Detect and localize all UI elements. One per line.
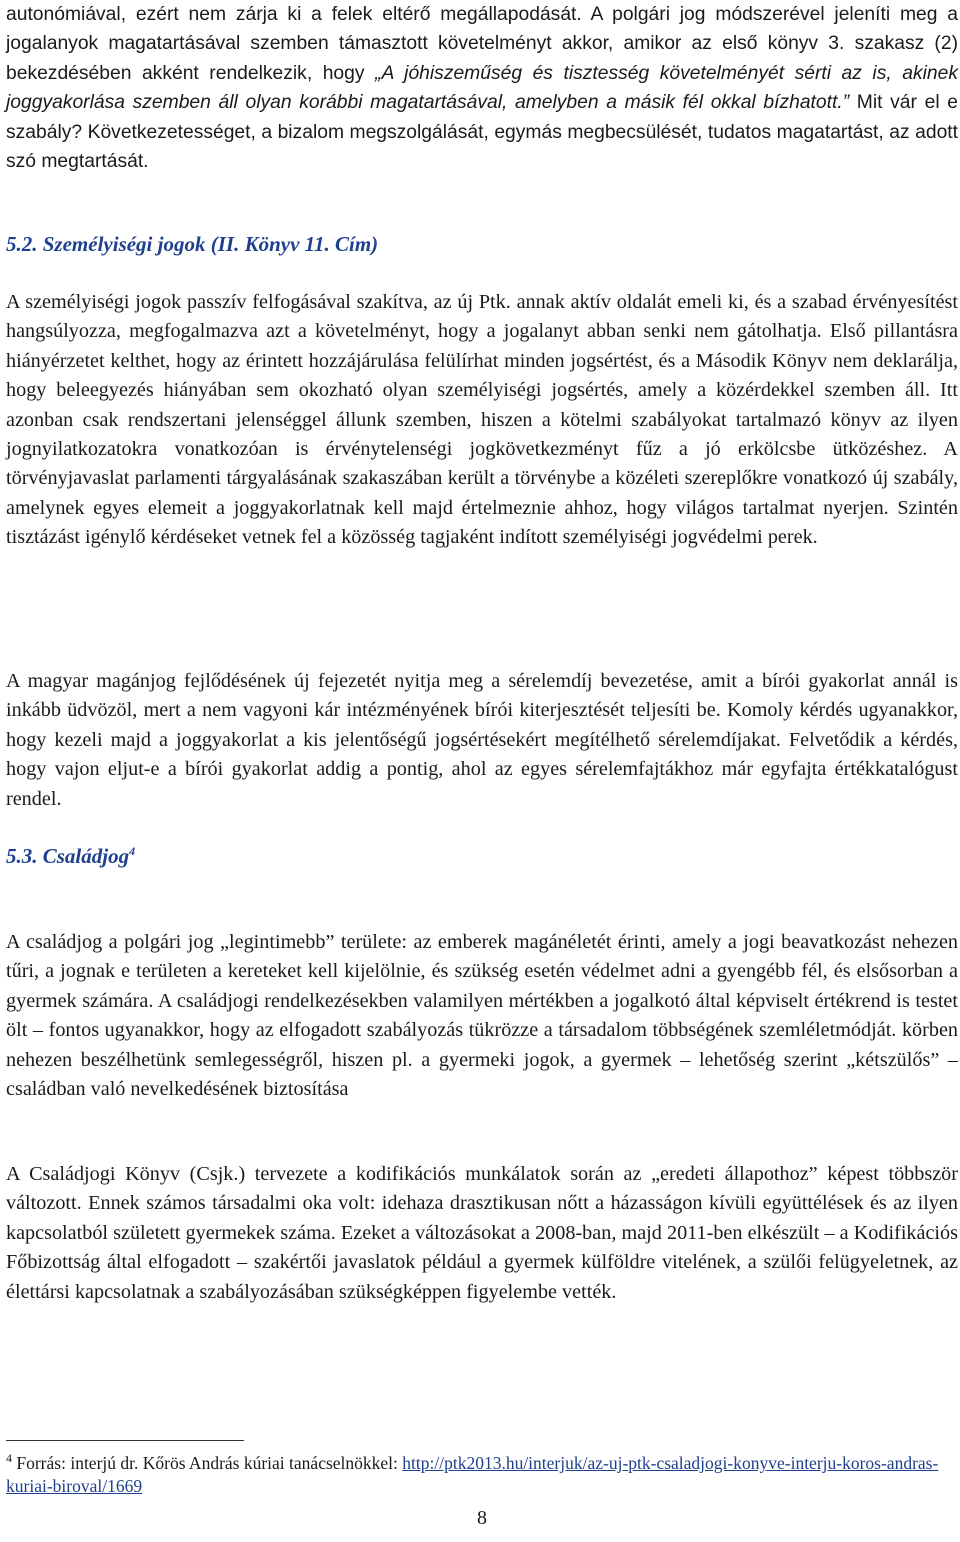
page-number: 8 (477, 1507, 487, 1529)
section-heading-5-2: 5.2. Személyiségi jogok (II. Könyv 11. Cím) (6, 232, 379, 256)
paragraph-damages-fee: A magyar magánjog fejlődésének új fejezetét nyitja meg a sérelemdíj bevezetése, amit a bírói gyakorlat annál is inkább üdvözöl, mert a nem vagyoni kár intézményének bírói kiterjesztését teljesíti be. Komoly kérdés ugyanakkor, hogy kezeli majd a joggyakorlat a kis jelentőségű jogsértésekért megítélhető sérelemdíjakat. Felvetődik a kérdés, hogy vajon eljut-e a bírói gyakorlat addig a pontig, ahol az egyes sérelemfajtákhoz már egyfajta értékkatalógust rendel. (6, 670, 958, 810)
paragraph-family-code: A Családjogi Könyv (Csjk.) tervezete a kodifikációs munkálatok során az „eredeti állapothoz” képest többször változott. Ennek számos társadalmi oka volt: idehaza drasztikusan nőtt a házasságon kívüli együttélések és az ilyen kapcsolatból született gyermekek száma. Ezeket a változásokat a 2008-ban, majd 2011-ben elkészült – a Kodifikációs Főbizottság által elfogadott – szakértői javaslatok például a gyermek külföldre vitelének, a szülői felügyeletnek, az élettársi kapcsolatnak a szabályozásában szükségképpen figyelembe vették. (6, 1163, 958, 1303)
paragraph-good-faith-outro: Mit vár el e szabály? Következetességet, a bizalom megszolgálását, egymás megbecsülését, tudatos magatartást, az adott szó megtartását. (6, 92, 958, 173)
footnote-text: Forrás: interjú dr. Kőrös András kúriai tanácselnökkel: (12, 1453, 403, 1473)
section-heading-5-3 (6, 842, 135, 871)
section-heading-5-3-text: 5.3. Családjog (6, 844, 130, 868)
footnote-separator (6, 1440, 244, 1441)
paragraph-good-faith (6, 0, 958, 176)
paragraph-family-law: A családjog a polgári jog „legintimebb” területe: az emberek magánéletét érinti, amely a jogi beavatkozást nehezen tűri, a jognak e területen a kereteket kell kijelölnie, és szükség esetén védelmet adni a gyengébb fél, és elsősorban a gyermek számára. A családjogi rendelkezésekben valamilyen mértékben a jogalkotó által képviselt értékrend is testet ölt – fontos ugyanakkor, hogy az elfogadott szabályozás tükrözze a társadalom többségének szemléletmódját. körben nehezen beszélhetünk semlegességről, hiszen pl. a gyermeki jogok, a gyermek – lehetőség szerint „kétszülős” – családban való nevelkedésének biztosítása (6, 931, 958, 1101)
footnote-number: 4 (6, 1451, 12, 1466)
paragraph-personality-rights: A személyiségi jogok passzív felfogásával szakítva, az új Ptk. annak aktív oldalát emeli ki, és a szabad érvényesítést hangsúlyozza, megfogalmazva azt a követelményt, hogy a jogalanyt abban senki nem gátolhatja. Első pillantásra hiányérzetet kelthet, hogy az érintett hozzájárulása felülírhat minden jogsértést, és a Második Könyv nem deklarálja, hogy beleegyezés hiányában sem okozható olyan személyiségi jogsértés, amely a közérdekkel szemben áll. Itt azonban csak rendszertani jelenséggel állunk szemben, hiszen a kötelmi szabályokat tartalmazó könyv az ilyen jognyilatkozatokra vonatkozóan is érvénytelenségi jogkövetkezményt fűz a jó erkölcsbe ütközéshez. A törvényjavaslat parlamenti tárgyalásának szakaszában került a törvénybe a közéleti szereplőkre vonatkozó új szabály, amelynek egyes elemeit a joggyakorlatnak kell majd értelmeznie ahhoz, hogy világos tartalmat nyerjen. Szintén tisztázást igénylő kérdéseket vetnek fel a közösség tagjaként indított személyiségi jogvédelmi perek. (6, 291, 958, 549)
footnote-reference[interactable]: 4 (129, 844, 136, 858)
footnote (6, 1452, 958, 1498)
paragraph-good-faith-intro: autonómiával, ezért nem zárja ki a felek eltérő megállapodását. A polgári jog módszerével jeleníti meg a jogalanyok magatartásával szemben támasztott követelményt akkor, amikor az első könyv 3. szakasz (2) bekezdésében akként rendelkezik, hogy (6, 4, 958, 84)
quoted-provision: „A jóhiszeműség és tisztesség követelményét sérti az is, akinek joggyakorlása szemben áll olyan korábbi magatartásával, amelyben a másik fél okkal bízhatott.” (6, 62, 958, 114)
footnote-link[interactable]: http://ptk2013.hu/interjuk/az-uj-ptk-csaladjogi-konyve-interju-koros-andras-kuriai-biroval/1669 (6, 1453, 939, 1496)
